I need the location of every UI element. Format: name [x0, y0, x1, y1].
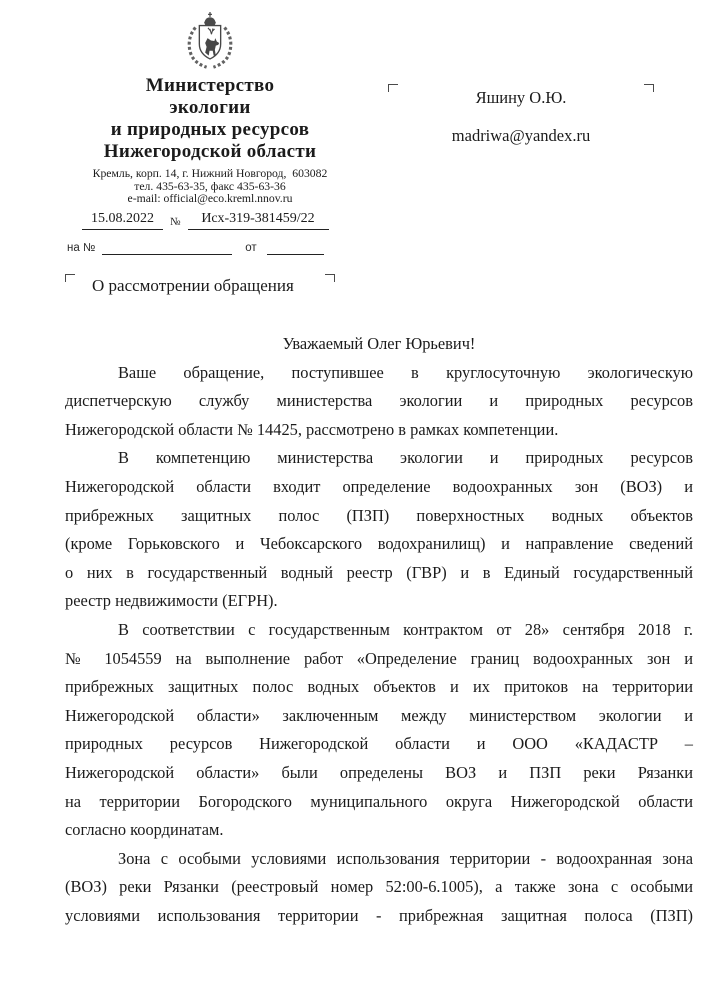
paragraph-line: Нижегородской области № 14425, рассмотрено в рамках компетенции.	[65, 419, 559, 439]
paragraph-line: Нижегородской области» были определены ВОЗ и ПЗП реки Рязанки	[65, 762, 693, 782]
reference-date-blank	[267, 241, 324, 255]
letter-body	[65, 330, 693, 930]
body-paragraph	[65, 616, 693, 845]
paragraph-line: Нижегородской области входит определение водоохранных зон (ВОЗ) и	[65, 476, 693, 496]
on-number-label: на №	[67, 242, 96, 254]
coat-of-arms-icon	[179, 10, 241, 74]
paragraph-line: реестр недвижимости (ЕГРН).	[65, 591, 278, 611]
paragraph-line: согласно координатам.	[65, 820, 224, 840]
letter-date: 15.08.2022	[82, 211, 163, 230]
ministry-contacts	[60, 168, 360, 206]
paragraph-line: Ваше обращение, поступившее в круглосуточную экологическую	[118, 362, 693, 382]
corner-mark-left-icon	[65, 274, 75, 282]
date-number-row	[60, 211, 360, 230]
subject-line: О рассмотрении обращения	[92, 276, 294, 295]
paragraph-line: прибрежных защитных полос водных объектов и их притоков на территории	[65, 677, 693, 697]
addressee-name: Яшину О.Ю.	[475, 88, 567, 107]
corner-mark-right-icon	[644, 84, 654, 92]
from-label: от	[245, 242, 257, 254]
paragraph-line: В соответствии с государственным контрактом от 28» сентября 2018 г.	[118, 619, 693, 639]
paragraph-line: (ВОЗ) реки Рязанки (реестровый номер 52:00-6.1005), а также зона с особыми	[65, 877, 693, 897]
salutation: Уважаемый Олег Юрьевич!	[282, 334, 476, 353]
address-line: Кремль, корп. 14, г. Нижний Новгород, 603082	[92, 167, 328, 180]
outgoing-number: Исх-319-381459/22	[188, 211, 329, 230]
paragraph-line: Зона с особыми условиями использования территории - водоохранная зона	[118, 848, 693, 868]
paragraph-line: природных ресурсов Нижегородской области и ООО «КАДАСТР –	[65, 734, 693, 754]
subject-block	[65, 274, 335, 300]
ministry-letterhead	[60, 10, 360, 230]
body-paragraph	[65, 359, 693, 445]
reference-number-row	[67, 241, 324, 255]
phone-fax-line: тел. 435-63-35, факс 435-63-36	[134, 179, 286, 193]
paragraph-line: (кроме Горьковского и Чебоксарского водохранилищ) и направление сведений	[65, 534, 693, 554]
paragraph-line: Нижегородской области» заключенным между министерством экологии и	[65, 705, 693, 725]
corner-mark-left-icon	[388, 84, 398, 92]
corner-mark-right-icon	[325, 274, 335, 282]
addressee-block	[388, 84, 654, 147]
body-paragraph	[65, 845, 693, 931]
paragraph-line: диспетчерскую службу министерства экологии и природных ресурсов	[65, 391, 693, 411]
paragraph-line: о них в государственный водный реестр (ГВР) и в Единый государственный	[65, 562, 693, 582]
addressee-email: madriwa@yandex.ru	[451, 126, 591, 145]
paragraph-line: условиями использования территории - прибрежная защитная полоса (ПЗП)	[65, 905, 693, 925]
reference-number-blank	[102, 241, 232, 255]
paragraph-line: № 1054559 на выполнение работ «Определение границ водоохранных зон и	[65, 648, 693, 668]
paragraph-line: В компетенцию министерства экологии и природных ресурсов	[118, 448, 693, 468]
body-paragraph	[65, 444, 693, 616]
ministry-name-line: Нижегородской области	[103, 141, 317, 162]
ministry-name-line: и природных ресурсов	[110, 119, 310, 140]
ministry-name-line: экологии	[169, 97, 251, 118]
ministry-name	[60, 75, 360, 163]
email-line: e-mail: official@eco.kreml.nnov.ru	[127, 192, 293, 205]
paragraph-line: прибрежных защитных полос (ПЗП) поверхностных водных объектов	[65, 505, 693, 525]
ministry-name-line: Министерство	[145, 75, 275, 96]
number-sign: №	[170, 215, 181, 228]
paragraph-line: на территории Богородского муниципального округа Нижегородской области	[65, 791, 693, 811]
